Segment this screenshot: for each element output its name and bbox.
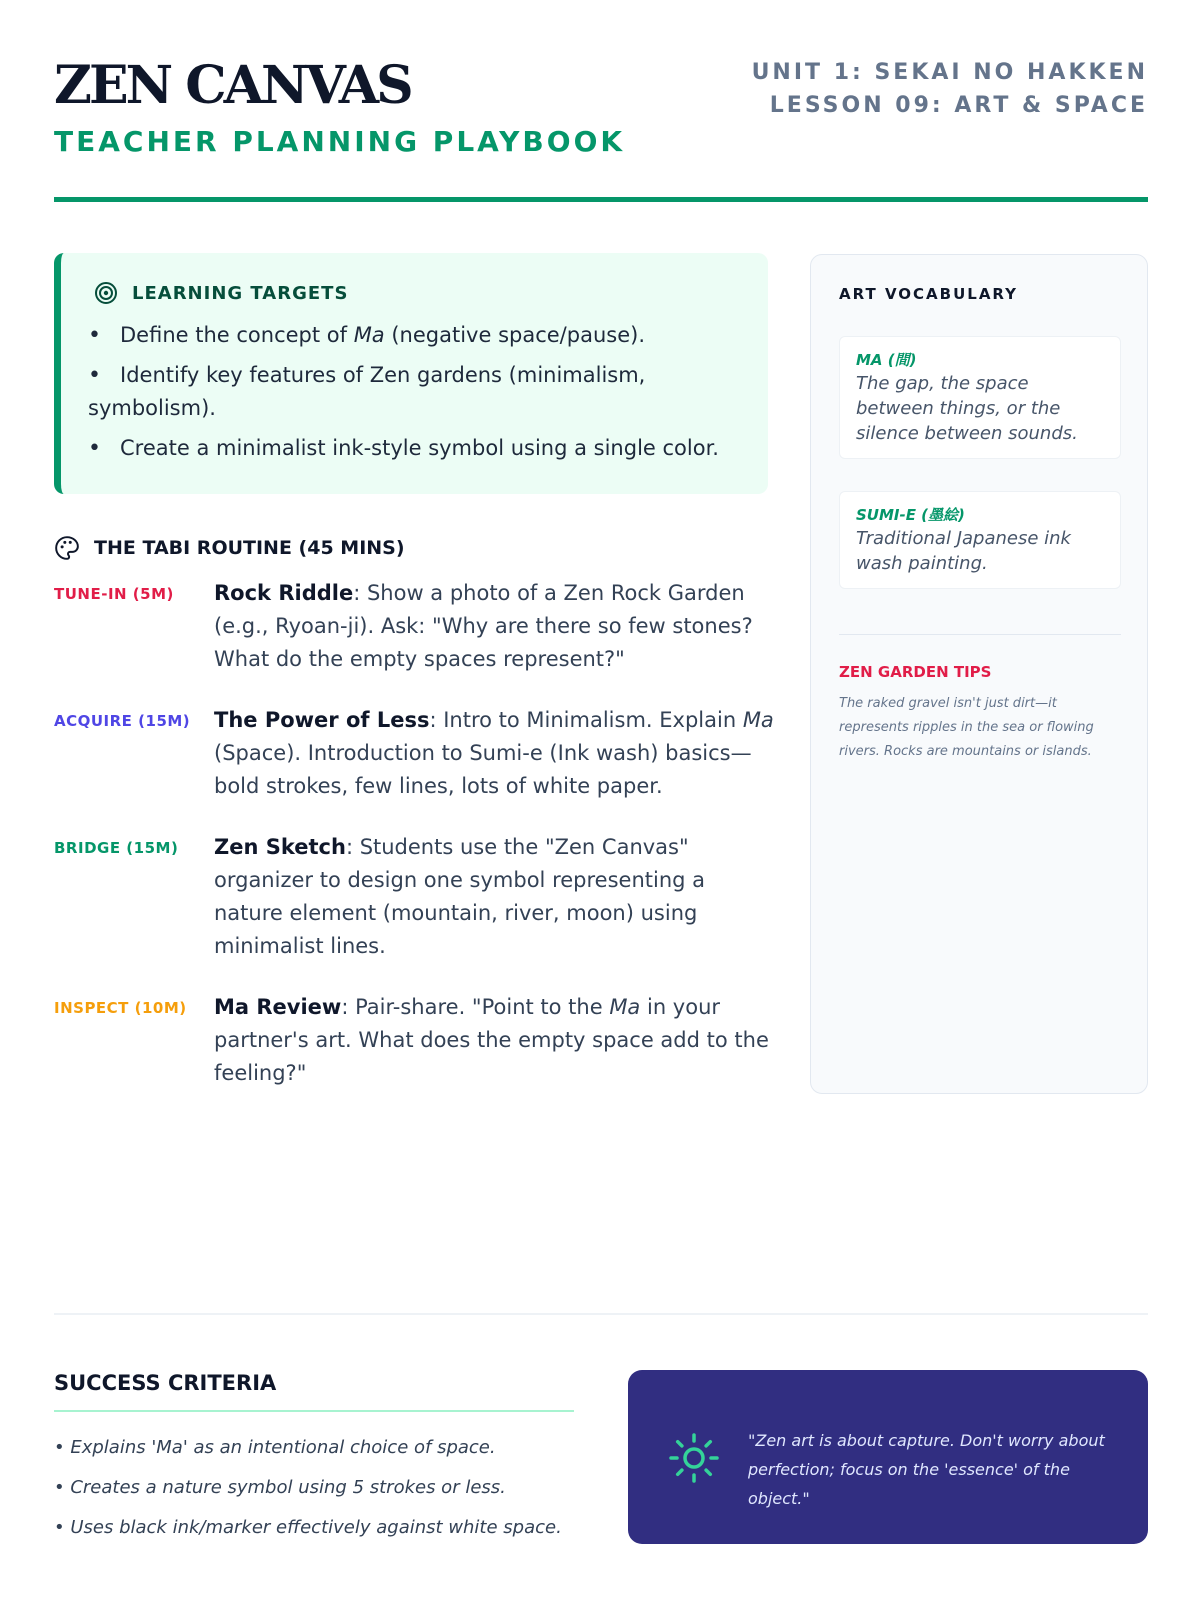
unit-label: UNIT 1: SEKAI NO HAKKEN	[751, 60, 1148, 85]
vocab-term: SUMI-E (墨絵)	[856, 506, 965, 524]
bottom-divider	[54, 1313, 1148, 1315]
success-criteria-rule	[54, 1410, 574, 1412]
criteria-item: • Uses black ink/marker effectively against white space.	[54, 1517, 562, 1538]
routine-header	[54, 535, 405, 561]
vocab-card-sumi-e	[839, 491, 1121, 589]
routine-title: THE TABI ROUTINE (45 MINS)	[94, 537, 405, 559]
learning-target-item: • Create a minimalist ink-style symbol using a single color.	[88, 432, 748, 465]
zen-garden-tips-title: ZEN GARDEN TIPS	[839, 663, 992, 681]
success-criteria-title: SUCCESS CRITERIA	[54, 1371, 277, 1395]
page-title: ZEN CANVAS	[54, 55, 411, 116]
learning-targets-list	[88, 319, 748, 472]
step-body: Zen Sketch: Students use the "Zen Canvas" organizer to design one symbol representing a nature element (mountain, river, moon) using minimalist lines.	[214, 835, 706, 958]
criteria-item: • Creates a nature symbol using 5 strokes or less.	[54, 1477, 506, 1498]
vocab-definition: Traditional Japanese ink wash painting.	[856, 528, 1071, 574]
quote-text: "Zen art is about capture. Don't worry about perfection; focus on the 'essence' of the object."	[748, 1431, 1105, 1508]
learning-targets-title: LEARNING TARGETS	[132, 282, 349, 304]
vocab-definition: The gap, the space between things, or the silence between sounds.	[856, 373, 1078, 444]
learning-target-item: • Identify key features of Zen gardens (minimalism, symbolism).	[88, 359, 748, 425]
step-label: BRIDGE (15M)	[54, 839, 179, 857]
vocabulary-sidebar	[810, 254, 1148, 1094]
learning-targets-panel	[54, 253, 768, 494]
step-body: Rock Riddle: Show a photo of a Zen Rock Garden (e.g., Ryoan-ji). Ask: "Why are there so few stones? What do the empty spaces represent?"	[214, 581, 753, 671]
header	[54, 56, 1148, 202]
success-criteria-list	[54, 1435, 614, 1555]
learning-target-item: • Define the concept of Ma (negative space/pause).	[88, 319, 748, 352]
step-label: TUNE-IN (5M)	[54, 585, 174, 603]
sun-icon	[668, 1432, 720, 1484]
step-label: ACQUIRE (15M)	[54, 712, 191, 730]
learning-targets-header	[94, 281, 348, 305]
vocabulary-title: ART VOCABULARY	[839, 285, 1019, 303]
teacher-quote-box	[628, 1370, 1148, 1544]
vocab-card-ma	[839, 336, 1121, 459]
page	[54, 0, 1148, 1600]
page-subtitle: TEACHER PLANNING PLAYBOOK	[54, 125, 626, 158]
palette-icon	[54, 535, 80, 561]
unit-lesson-block	[752, 56, 1148, 122]
step-body: Ma Review: Pair-share. "Point to the Ma in your partner's art. What does the empty space add to the feeling?"	[214, 995, 769, 1085]
lesson-label: LESSON 09: ART & SPACE	[769, 93, 1148, 118]
zen-garden-tips-text: The raked gravel isn't just dirt—it represents ripples in the sea or flowing rivers. Rocks are mountains or islands.	[839, 696, 1094, 759]
target-icon	[94, 281, 118, 305]
step-label: INSPECT (10M)	[54, 999, 187, 1017]
step-body: The Power of Less: Intro to Minimalism. Explain Ma (Space). Introduction to Sumi-e (Ink wash) basics—bold strokes, few lines, lots of white paper.	[214, 708, 774, 798]
sidebar-divider	[839, 634, 1121, 635]
vocab-term: MA (間)	[856, 351, 917, 369]
criteria-item: • Explains 'Ma' as an intentional choice of space.	[54, 1437, 496, 1458]
